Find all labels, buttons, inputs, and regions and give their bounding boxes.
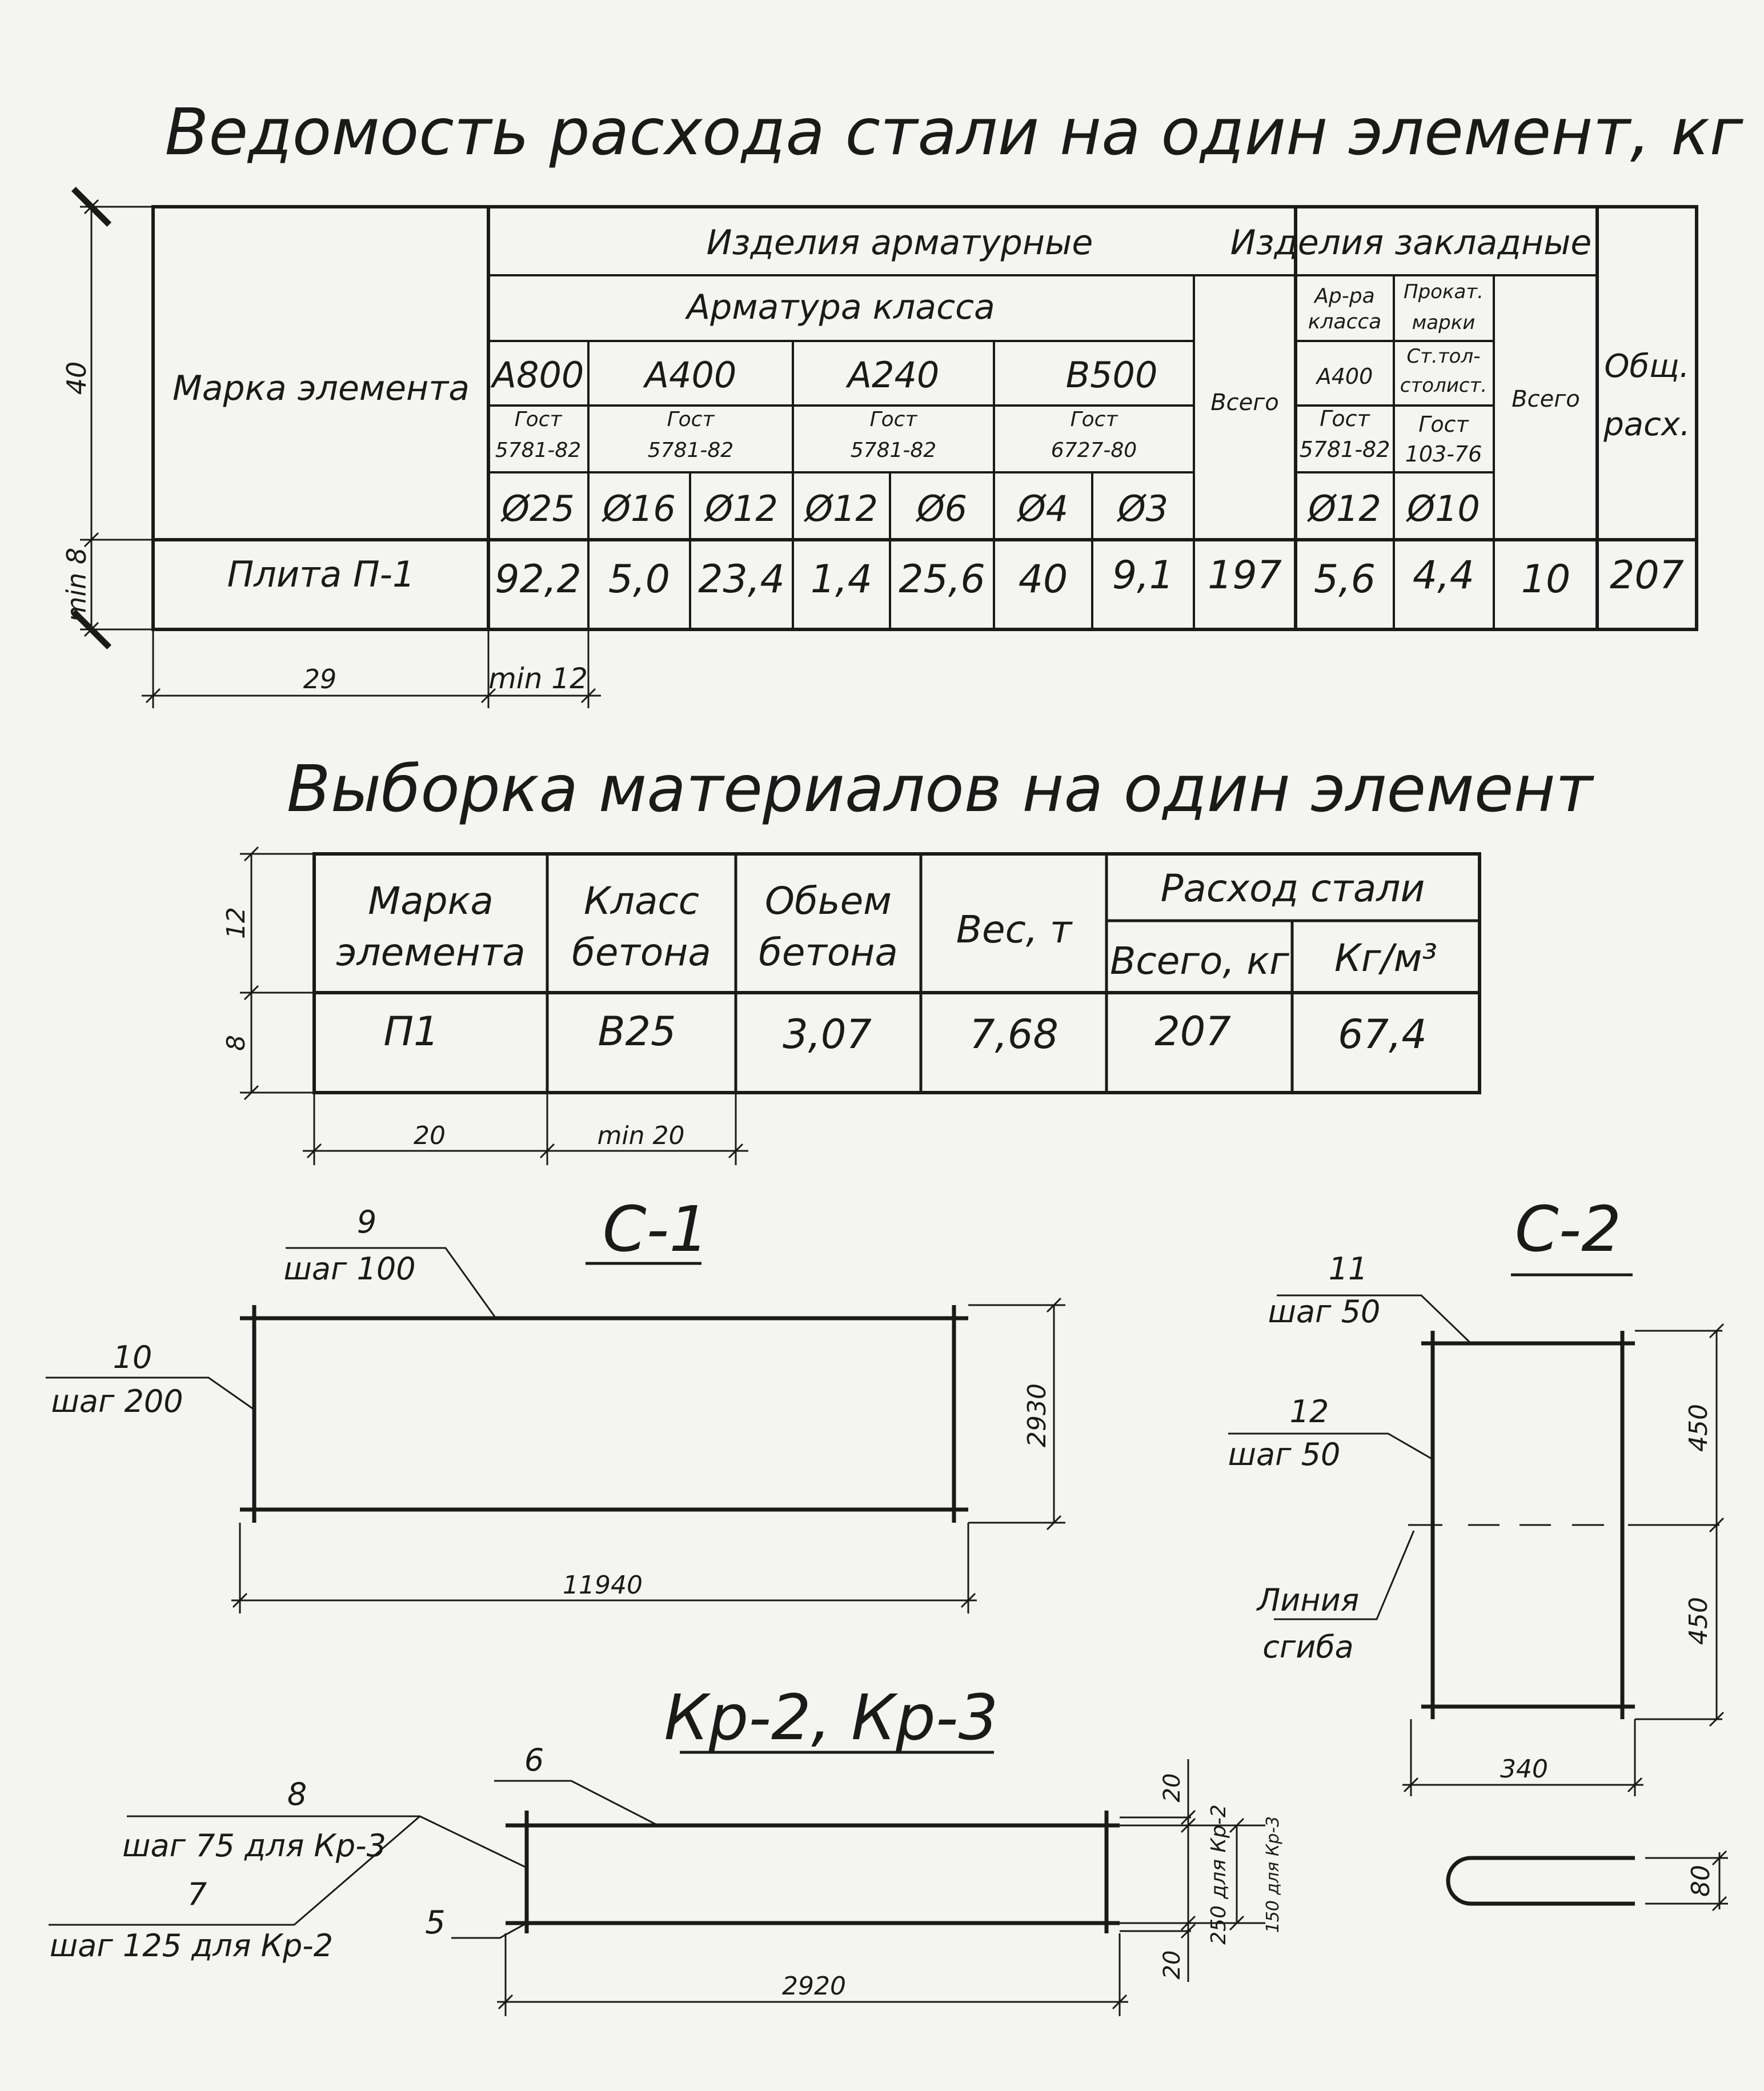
class-a240: А240 <box>847 354 940 396</box>
cell-v2: 5,0 <box>608 557 671 602</box>
cell-grand-total: 207 <box>1610 553 1684 598</box>
header-total-line1: Общ. <box>1604 348 1690 385</box>
cell-v6: 40 <box>1018 557 1068 602</box>
emb-steel-line1: Ст.тол- <box>1406 345 1481 368</box>
c2-callout-11: 11 <box>1328 1251 1368 1287</box>
steel-statement-title: Ведомость расхода стали на один элемент, кг <box>165 95 1743 170</box>
c1-callout-9: 9 <box>356 1204 377 1240</box>
gost-a400-number: 5781-82 <box>647 439 734 462</box>
t2-header-class-line1: Класс <box>583 879 700 923</box>
cell-rebar-total: 197 <box>1208 553 1282 598</box>
t2-header-steel-per-m3: Кг/м³ <box>1334 936 1438 980</box>
class-a800: А800 <box>492 354 584 396</box>
c1-callout-9-step: шаг 100 <box>283 1251 416 1287</box>
dim-min8: min 8 <box>61 547 92 623</box>
c1-dim-11940: 11940 <box>563 1571 643 1600</box>
c2-dim-450-bottom: 450 <box>1684 1597 1713 1645</box>
gost-b500-number: 6727-80 <box>1051 439 1137 462</box>
emb-diameter-2: Ø10 <box>1407 488 1480 529</box>
kr-callout-7-step: шаг 125 для Кр-2 <box>49 1928 334 1964</box>
cell-v3: 23,4 <box>698 557 785 602</box>
c1-callout-10: 10 <box>113 1339 153 1375</box>
c1-title: С-1 <box>602 1193 709 1266</box>
c2-dim-340: 340 <box>1500 1755 1548 1784</box>
t2-dim-20: 20 <box>414 1121 446 1150</box>
header-embedded-total: Всего <box>1512 386 1580 412</box>
diameter-1: Ø25 <box>502 488 575 529</box>
t2-header-weight: Вес, т <box>956 908 1072 952</box>
emb-rolled-mark-line1: Прокат. <box>1404 280 1484 303</box>
c1-dim-2930: 2930 <box>1023 1383 1052 1447</box>
header-total-line2: расх. <box>1603 406 1690 443</box>
t2-cell-steel-per-m3: 67,4 <box>1338 1011 1427 1058</box>
emb-steel-line2: столист. <box>1400 374 1488 397</box>
emb-class-a400: А400 <box>1316 364 1373 389</box>
c2-callout-11-step: шаг 50 <box>1268 1294 1381 1330</box>
c2-title: С-2 <box>1514 1193 1622 1266</box>
t2-header-mark-line1: Марка <box>368 879 494 923</box>
t2-cell-mark: П1 <box>383 1008 439 1055</box>
emb-gost2-label: Гост <box>1418 412 1469 437</box>
kr-callout-7: 7 <box>187 1876 207 1912</box>
c2-bend-line-label-1: Линия <box>1257 1582 1360 1618</box>
class-a400: А400 <box>644 354 737 396</box>
emb-diameter-1: Ø12 <box>1308 488 1381 529</box>
dim-40: 40 <box>61 361 92 395</box>
t2-header-mark-line2: элемента <box>336 930 526 974</box>
c2-dim-450-top: 450 <box>1684 1404 1713 1452</box>
diameter-5: Ø6 <box>916 488 968 529</box>
t2-dim-8: 8 <box>222 1035 251 1051</box>
diameter-7: Ø3 <box>1117 488 1169 529</box>
header-element-mark: Марка элемента <box>172 368 470 408</box>
t2-header-steel-total: Всего, кг <box>1110 939 1289 983</box>
emb-gost1-label: Гост <box>1320 406 1370 431</box>
t2-cell-class: В25 <box>598 1008 676 1055</box>
cell-v7: 9,1 <box>1112 553 1174 598</box>
cell-v1: 92,2 <box>495 557 582 602</box>
t2-header-volume-line1: Обьем <box>765 879 892 923</box>
t2-dim-12: 12 <box>222 907 251 939</box>
t2-cell-steel-total: 207 <box>1154 1008 1231 1055</box>
cell-v4: 1,4 <box>810 557 873 602</box>
kr-callout-8-step: шаг 75 для Кр-3 <box>122 1828 386 1864</box>
emb-gost2-number: 103-76 <box>1405 442 1482 467</box>
kr-callout-6: 6 <box>524 1742 544 1778</box>
kr-dim-20-top: 20 <box>1159 1773 1185 1803</box>
dim-min12: min 12 <box>488 662 588 695</box>
c2-dim-80: 80 <box>1686 1865 1715 1897</box>
t2-header-class-line2: бетона <box>572 930 711 974</box>
diameter-6: Ø4 <box>1017 488 1069 529</box>
cell-embedded-total: 10 <box>1521 557 1571 602</box>
kr-title: Кр-2, Кр-3 <box>664 1681 999 1754</box>
header-embedded-items: Изделия закладные <box>1230 223 1592 263</box>
kr-dim-250: 250 для Кр-2 <box>1207 1804 1230 1945</box>
cell-v5: 25,6 <box>899 557 985 602</box>
diameter-3: Ø12 <box>705 488 778 529</box>
t2-dim-min20: min 20 <box>597 1121 685 1150</box>
gost-a240-number: 5781-82 <box>850 439 937 462</box>
gost-a240-label: Гост <box>869 408 917 431</box>
c2-callout-12: 12 <box>1289 1394 1329 1430</box>
t2-cell-weight: 7,68 <box>969 1011 1059 1058</box>
c1-callout-10-step: шаг 200 <box>51 1383 183 1419</box>
c2-callout-12-step: шаг 50 <box>1228 1436 1341 1472</box>
header-rebar-total: Всего <box>1210 390 1279 416</box>
gost-a400-label: Гост <box>667 408 715 431</box>
kr-dim-20-bottom: 20 <box>1159 1950 1185 1980</box>
t2-header-volume-line2: бетона <box>759 930 898 974</box>
kr-dim-2920: 2920 <box>782 1972 846 2001</box>
kr-callout-5: 5 <box>425 1904 446 1941</box>
cell-v8: 5,6 <box>1313 557 1376 602</box>
diameter-2: Ø16 <box>603 488 676 529</box>
t2-header-steel: Расход стали <box>1160 866 1425 910</box>
t2-cell-volume: 3,07 <box>783 1011 872 1058</box>
gost-a800-number: 5781-82 <box>495 439 582 462</box>
cell-v9: 4,4 <box>1412 553 1475 598</box>
header-rebar-items: Изделия арматурные <box>706 223 1093 263</box>
kr-dim-150: 150 для Кр-3 <box>1263 1816 1283 1933</box>
emb-rebar-class-line1: Ар-ра <box>1314 284 1375 308</box>
gost-b500-label: Гост <box>1070 408 1118 431</box>
class-b500: В500 <box>1065 354 1158 396</box>
gost-a800-label: Гост <box>514 408 562 431</box>
kr-callout-8: 8 <box>287 1776 307 1812</box>
header-rebar-class: Арматура класса <box>687 287 995 327</box>
diameter-4: Ø12 <box>805 488 878 529</box>
emb-gost1-number: 5781-82 <box>1299 437 1390 462</box>
emb-rolled-mark-line2: марки <box>1412 311 1476 334</box>
row-element-name: Плита П-1 <box>227 553 415 595</box>
c2-bend-line-label-2: сгиба <box>1262 1629 1354 1665</box>
dim-29: 29 <box>303 664 337 695</box>
materials-title: Выборка материалов на один элемент <box>286 752 1593 826</box>
emb-rebar-class-line2: класса <box>1308 310 1382 334</box>
